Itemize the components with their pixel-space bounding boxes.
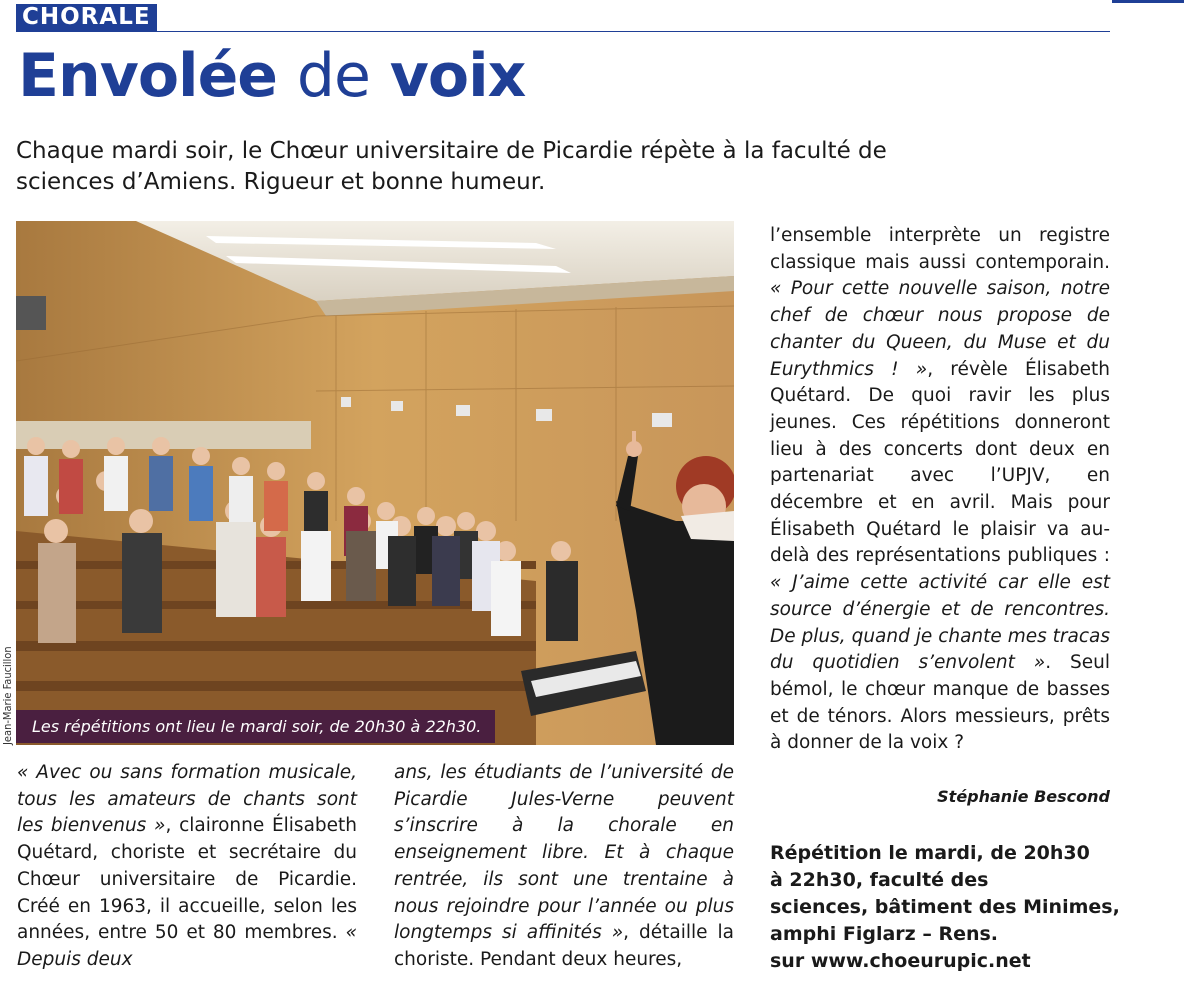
photo-credit: Jean-Marie Faucillon xyxy=(1,646,14,745)
info-line: amphi Figlarz – Rens. xyxy=(770,923,999,945)
article-column-2 xyxy=(394,760,734,974)
quote-text: ans, les étudiants de l’université de Picardie Jules-Verne peuvent s’inscrire à la chorale en enseignement libre. Et à chaque rentrée, ils sont une trentaine à nous rejoindre pour l’année ou plus longtemps si affinités » xyxy=(394,762,734,944)
info-line: Répétition le mardi, de 20h30 xyxy=(770,842,1090,864)
headline xyxy=(18,40,525,112)
body-text: , révèle Élisabeth Quétard. De quoi ravir les plus jeunes. Ces répétitions donneront lieu à des concerts dont deux en partenariat avec l’UPJV, en décembre et en avril. Mais pour Élisabeth Quétard le plaisir va au-delà des représentations publiques : xyxy=(770,358,1111,567)
info-line: sciences, bâtiment des Minimes, xyxy=(770,896,1120,918)
body-text: l’ensemble interprète un registre classique mais aussi contemporain. xyxy=(770,225,1110,273)
photo-caption: Les répétitions ont lieu le mardi soir, de 20h30 à 22h30. xyxy=(16,710,495,743)
article-column-3 xyxy=(770,223,1110,757)
author-byline: Stéphanie Bescond xyxy=(937,787,1110,806)
article-column-1 xyxy=(17,760,357,974)
headline-word-1: Envolée xyxy=(18,41,277,111)
body-text: . Seul bémol, le chœur manque de basses et de ténors. Alors messieurs, prêts à donner de la voix ? xyxy=(770,652,1110,754)
body-text: , détaille la choriste. Pendant deux heures, xyxy=(394,922,734,970)
quote-text: « Depuis deux xyxy=(17,922,357,970)
column-1-paragraph xyxy=(17,760,357,974)
headline-word-3: voix xyxy=(389,41,526,111)
top-corner-bar xyxy=(1112,0,1184,3)
quote-text: « Pour cette nouvelle saison, notre chef de chœur nous propose de chanter du Queen, du Muse et du Eurythmics ! » xyxy=(770,278,1110,380)
quote-text: « Avec ou sans formation musicale, tous les amateurs de chants sont les bienvenus » xyxy=(17,762,357,837)
choir-photo xyxy=(16,221,734,745)
quote-text: « J’aime cette activité car elle est source d’énergie et de rencontres. De plus, quand je chante mes tracas du quotidien s’envolent » xyxy=(770,572,1110,674)
body-text: , claironne Élisabeth Quétard, choriste et secrétaire du Chœur universitaire de Picardie. Créé en 1963, il accueille, selon les années, entre 50 et 80 membres. xyxy=(17,815,358,944)
column-3-paragraph xyxy=(770,223,1110,757)
column-2-paragraph xyxy=(394,760,734,974)
header-rule xyxy=(16,31,1110,32)
info-website: sur www.choeurupic.net xyxy=(770,950,1031,972)
info-line: à 22h30, faculté des xyxy=(770,869,989,891)
article-deck: Chaque mardi soir, le Chœur universitaire de Picardie répète à la faculté de sciences d’Amiens. Rigueur et bonne humeur. xyxy=(16,138,887,195)
headline-word-2: de xyxy=(296,41,370,111)
practical-info xyxy=(770,840,1120,975)
section-tag: CHORALE xyxy=(16,4,157,31)
